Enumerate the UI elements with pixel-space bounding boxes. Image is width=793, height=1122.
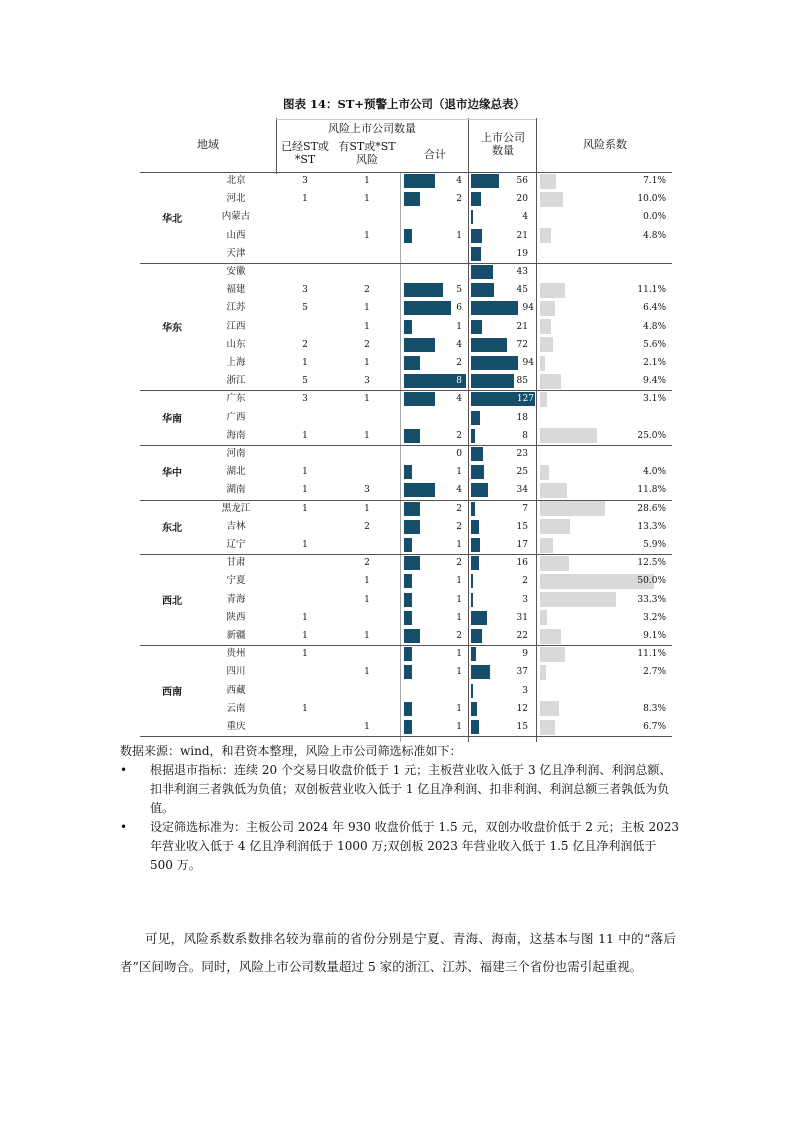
st-count: 1 bbox=[302, 703, 308, 714]
region-name: 华北 bbox=[162, 213, 182, 225]
column-divider bbox=[468, 118, 469, 742]
risk-coefficient: 11.1% bbox=[637, 285, 666, 296]
risk-count: 1 bbox=[364, 631, 370, 641]
listed-value: 37 bbox=[516, 667, 528, 678]
risk-coefficient: 8.3% bbox=[643, 703, 666, 714]
column-divider bbox=[400, 172, 401, 742]
province-name: 宁夏 bbox=[226, 575, 246, 587]
st-count: 1 bbox=[302, 631, 308, 641]
listed-value: 9 bbox=[522, 649, 528, 660]
province-name: 贵州 bbox=[226, 648, 246, 660]
total-value: 8 bbox=[456, 376, 462, 387]
province-name: 上海 bbox=[226, 357, 246, 368]
total-value: 1 bbox=[456, 612, 462, 623]
total-value: 2 bbox=[456, 503, 462, 514]
col-header-listed: 上市公司 数量 bbox=[481, 131, 525, 157]
total-value: 2 bbox=[456, 521, 462, 532]
province-name: 甘肃 bbox=[226, 557, 246, 569]
risk-count: 1 bbox=[364, 176, 370, 186]
province-name: 湖北 bbox=[226, 466, 246, 478]
province-name: 辽宁 bbox=[226, 539, 246, 550]
risk-coefficient: 11.1% bbox=[637, 649, 666, 660]
risk-count: 1 bbox=[364, 394, 370, 405]
risk-coefficient: 5.9% bbox=[643, 540, 666, 550]
total-value: 1 bbox=[456, 667, 462, 678]
total-value: 1 bbox=[456, 321, 462, 332]
st-count: 1 bbox=[302, 194, 308, 205]
province-name: 江苏 bbox=[226, 302, 246, 314]
bullet-icon: • bbox=[120, 820, 128, 834]
st-count: 3 bbox=[302, 285, 308, 296]
risk-coefficient: 28.6% bbox=[637, 503, 666, 514]
st-count: 1 bbox=[302, 649, 308, 660]
province-name: 新疆 bbox=[226, 630, 246, 641]
province-name: 福建 bbox=[226, 284, 246, 296]
listed-value: 94 bbox=[522, 303, 534, 314]
st-count: 1 bbox=[302, 485, 308, 496]
risk-coefficient: 10.0% bbox=[637, 194, 666, 205]
risk-coefficient: 3.2% bbox=[643, 612, 666, 623]
risk-count: 2 bbox=[364, 285, 370, 296]
province-name: 云南 bbox=[226, 702, 246, 714]
table-title: 图表 14：ST+预警上市公司（退市边缘总表） bbox=[282, 97, 525, 111]
total-value: 2 bbox=[456, 558, 462, 569]
listed-value: 56 bbox=[516, 176, 528, 186]
col-header-region: 地域 bbox=[197, 138, 219, 151]
listed-value: 4 bbox=[522, 212, 528, 223]
risk-coefficient: 0.0% bbox=[643, 212, 666, 223]
risk-coefficient: 3.1% bbox=[643, 394, 666, 405]
risk-coefficient: 12.5% bbox=[637, 558, 666, 569]
column-divider bbox=[276, 118, 277, 174]
risk-coefficient: 6.7% bbox=[643, 722, 666, 732]
province-name: 海南 bbox=[226, 429, 246, 441]
risk-coefficient: 33.3% bbox=[637, 594, 666, 605]
total-value: 1 bbox=[456, 576, 462, 587]
header-rule bbox=[276, 119, 536, 120]
province-name: 天津 bbox=[226, 247, 246, 259]
risk-count: 2 bbox=[364, 558, 370, 569]
region-name: 西北 bbox=[162, 595, 182, 607]
province-name: 北京 bbox=[226, 175, 246, 186]
province-name: 河北 bbox=[226, 193, 246, 205]
listed-value: 85 bbox=[516, 376, 528, 387]
risk-coefficient: 4.0% bbox=[643, 467, 666, 478]
col-header-coef: 风险系数 bbox=[583, 138, 627, 151]
st-count: 5 bbox=[302, 376, 308, 387]
listed-value: 31 bbox=[516, 612, 528, 623]
listed-value: 7 bbox=[522, 503, 528, 514]
province-name: 青海 bbox=[226, 593, 246, 605]
listed-value: 21 bbox=[516, 321, 528, 332]
body-paragraph: 可见，风险系数系数排名较为靠前的省份分别是宁夏、青海、海南，这基本与图 11 中的“落后者”区间吻合。同时，风险上市公司数量超过 5 家的浙江、江苏、福建三个省份也需引起重视。 bbox=[120, 930, 676, 974]
risk-coefficient: 2.1% bbox=[643, 358, 666, 368]
st-count: 1 bbox=[302, 503, 308, 514]
total-value: 2 bbox=[456, 631, 462, 641]
total-value: 1 bbox=[456, 722, 462, 732]
risk-coefficient: 9.1% bbox=[643, 631, 666, 641]
total-value: 2 bbox=[456, 194, 462, 205]
risk-count: 1 bbox=[364, 303, 370, 314]
listed-value: 45 bbox=[516, 285, 528, 296]
total-value: 1 bbox=[456, 540, 462, 550]
st-count: 3 bbox=[302, 394, 308, 405]
listed-value: 15 bbox=[516, 722, 528, 732]
risk-count: 1 bbox=[364, 321, 370, 332]
note-item bbox=[120, 818, 680, 875]
listed-value: 23 bbox=[516, 449, 528, 459]
total-value: 4 bbox=[456, 485, 462, 496]
st-count: 2 bbox=[302, 339, 308, 350]
listed-value: 34 bbox=[516, 485, 528, 496]
total-value: 1 bbox=[456, 594, 462, 605]
risk-coefficient: 4.8% bbox=[643, 230, 666, 241]
listed-value: 2 bbox=[522, 576, 528, 587]
risk-count: 1 bbox=[364, 194, 370, 205]
province-name: 山东 bbox=[226, 338, 246, 350]
listed-value: 17 bbox=[516, 540, 528, 550]
data-source: 数据来源：wind，和君资本整理，风险上市公司筛选标准如下： bbox=[120, 744, 462, 758]
total-value: 2 bbox=[456, 430, 462, 441]
listed-value: 127 bbox=[516, 394, 534, 405]
risk-count: 1 bbox=[364, 230, 370, 241]
risk-coefficient: 2.7% bbox=[643, 667, 666, 678]
listed-value: 22 bbox=[516, 631, 528, 641]
st-count: 5 bbox=[302, 303, 308, 314]
region-name: 华南 bbox=[162, 413, 182, 425]
note-text: 根据退市指标：连续 20 个交易日收盘价低于 1 元；主板营业收入低于 3 亿且净利润、利润总额、扣非利润三者孰低为负值；双创板营业收入低于 1 亿且净利润、扣非利润、利润总额三者孰低为负值。 bbox=[150, 763, 672, 815]
risk-count: 2 bbox=[364, 521, 370, 532]
st-count: 1 bbox=[302, 612, 308, 623]
total-value: 1 bbox=[456, 649, 462, 660]
st-count: 1 bbox=[302, 540, 308, 550]
province-name: 西藏 bbox=[226, 684, 246, 696]
province-name: 广西 bbox=[226, 411, 246, 423]
province-name: 安徽 bbox=[226, 266, 246, 277]
st-count: 3 bbox=[302, 176, 308, 186]
col-header-st: 已经ST或 *ST bbox=[281, 140, 329, 166]
listed-value: 20 bbox=[516, 194, 528, 205]
risk-count: 1 bbox=[364, 430, 370, 441]
col-header-risk_group: 风险上市公司数量 bbox=[328, 122, 416, 135]
risk-coefficient: 4.8% bbox=[643, 321, 666, 332]
province-name: 内蒙古 bbox=[221, 211, 251, 223]
region-name: 西南 bbox=[162, 686, 182, 698]
listed-value: 18 bbox=[516, 412, 528, 423]
region-name: 东北 bbox=[162, 522, 182, 534]
risk-count: 1 bbox=[364, 594, 370, 605]
listed-value: 43 bbox=[516, 267, 528, 277]
risk-count: 1 bbox=[364, 722, 370, 732]
listed-value: 94 bbox=[522, 358, 534, 368]
province-name: 浙江 bbox=[226, 375, 246, 387]
risk-coefficient: 13.3% bbox=[637, 521, 666, 532]
bullet-icon: • bbox=[120, 763, 128, 777]
total-value: 1 bbox=[456, 230, 462, 241]
risk-coefficient: 50.0% bbox=[637, 576, 666, 587]
region-name: 华东 bbox=[162, 322, 182, 334]
risk-count: 1 bbox=[364, 667, 370, 678]
st-count: 1 bbox=[302, 358, 308, 368]
risk-count: 3 bbox=[364, 485, 370, 496]
province-name: 黑龙江 bbox=[221, 502, 251, 514]
total-value: 2 bbox=[456, 358, 462, 368]
province-name: 吉林 bbox=[226, 520, 246, 532]
total-value: 6 bbox=[456, 303, 462, 314]
listed-value: 72 bbox=[516, 339, 528, 350]
listed-value: 3 bbox=[522, 685, 528, 696]
listed-value: 3 bbox=[522, 594, 528, 605]
group-divider bbox=[140, 736, 672, 737]
listed-value: 25 bbox=[516, 467, 528, 478]
risk-coefficient: 7.1% bbox=[643, 176, 666, 186]
province-name: 江西 bbox=[226, 320, 246, 332]
risk-coefficient: 11.8% bbox=[637, 485, 666, 496]
risk-count: 1 bbox=[364, 503, 370, 514]
column-divider bbox=[536, 118, 537, 742]
listed-value: 19 bbox=[516, 248, 528, 259]
risk-count: 1 bbox=[364, 358, 370, 368]
total-value: 5 bbox=[456, 285, 462, 296]
risk-count: 3 bbox=[364, 376, 370, 387]
st-count: 1 bbox=[302, 467, 308, 478]
table-notes bbox=[120, 742, 680, 875]
total-value: 4 bbox=[456, 394, 462, 405]
total-value: 1 bbox=[456, 467, 462, 478]
risk-count: 2 bbox=[364, 339, 370, 350]
province-name: 河南 bbox=[226, 448, 246, 459]
risk-table bbox=[140, 118, 672, 742]
note-text: 设定筛选标准为：主板公司 2024 年 930 收盘价低于 1.5 元，双创办收盘价低于 2 元；主板 2023 年营业收入低于 4 亿且净利润低于 1000 万;双创板 2023 年营业收入低于 1.5 亿且净利润低于 500 万。 bbox=[150, 820, 680, 872]
province-name: 重庆 bbox=[226, 721, 246, 732]
region-name: 华中 bbox=[162, 468, 182, 480]
col-header-risk: 有ST或*ST 风险 bbox=[338, 140, 396, 166]
total-value: 4 bbox=[456, 339, 462, 350]
risk-coefficient: 5.6% bbox=[643, 339, 666, 350]
st-count: 1 bbox=[302, 430, 308, 441]
province-name: 四川 bbox=[226, 666, 246, 678]
total-value: 0 bbox=[456, 449, 462, 459]
province-name: 山西 bbox=[226, 229, 246, 241]
risk-coefficient: 6.4% bbox=[643, 303, 666, 314]
province-name: 湖南 bbox=[226, 484, 246, 496]
province-name: 广东 bbox=[226, 393, 246, 405]
risk-coefficient: 25.0% bbox=[637, 430, 666, 441]
listed-value: 16 bbox=[516, 558, 528, 569]
listed-value: 8 bbox=[522, 430, 528, 441]
province-name: 陕西 bbox=[226, 611, 246, 623]
listed-value: 21 bbox=[516, 230, 528, 241]
risk-count: 1 bbox=[364, 576, 370, 587]
risk-coefficient: 9.4% bbox=[643, 376, 666, 387]
total-value: 1 bbox=[456, 703, 462, 714]
note-item bbox=[120, 761, 680, 818]
listed-value: 15 bbox=[516, 521, 528, 532]
listed-value: 12 bbox=[516, 703, 528, 714]
total-value: 4 bbox=[456, 176, 462, 186]
col-header-total: 合计 bbox=[424, 148, 446, 161]
